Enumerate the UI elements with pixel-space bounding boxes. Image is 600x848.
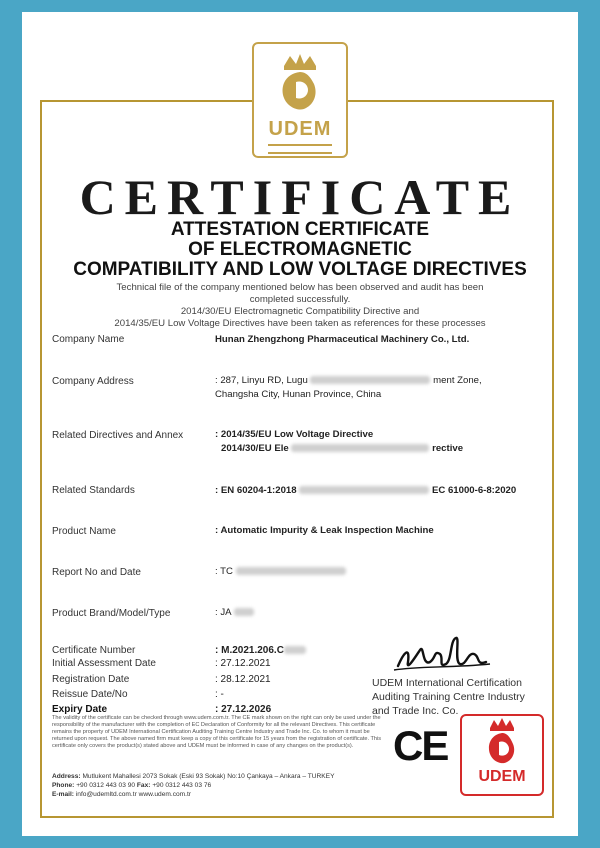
- redacted-text: [299, 486, 429, 494]
- certificate-number-label: Certificate Number: [52, 645, 136, 656]
- expiry-date-label: Expiry Date: [52, 704, 108, 715]
- address-part-2: ment Zone,: [433, 375, 482, 386]
- redacted-text: [236, 567, 346, 575]
- signature: [390, 632, 500, 678]
- logo-ribbon: [268, 144, 332, 154]
- reissue-value: : -: [215, 689, 224, 700]
- intro-line-3: 2014/30/EU Electromagnetic Compatibility Directive and: [180, 306, 420, 317]
- standards-part-1: : EN 60204-1:2018: [215, 485, 297, 496]
- brand-model-value: [215, 607, 254, 619]
- crown-lion-icon: [270, 52, 330, 114]
- intro-line-1: Technical file of the company mentioned below has been observed and audit has been: [116, 282, 484, 293]
- phone-value: +90 0312 443 03 90: [76, 782, 136, 789]
- report-label: Report No and Date: [52, 567, 141, 578]
- subtitle-line-3: COMPATIBILITY AND LOW VOLTAGE DIRECTIVES: [73, 259, 527, 280]
- udem-logo: [252, 42, 348, 158]
- directive-line-2-end: rective: [432, 443, 464, 454]
- brand-model-label: Product Brand/Model/Type: [52, 608, 171, 619]
- redacted-text: [310, 376, 430, 384]
- logo-text: UDEM: [268, 118, 332, 140]
- subtitle-line-1: ATTESTATION CERTIFICATE: [170, 219, 430, 240]
- issuer-line-2: Auditing Training Centre Industry: [372, 691, 525, 703]
- issuer-line-1: UDEM International Certification: [372, 677, 522, 689]
- registration-date-label: Registration Date: [52, 674, 130, 685]
- certificate-number-value: [215, 645, 306, 656]
- web-value: www.udem.com.tr: [138, 791, 192, 798]
- initial-assessment-label: Initial Assessment Date: [52, 658, 156, 669]
- product-name-value: : Automatic Impurity & Leak Inspection Machine: [215, 525, 434, 536]
- expiry-date-value: : 27.12.2026: [215, 704, 272, 715]
- report-value: [215, 566, 346, 578]
- fax-label: Fax:: [136, 782, 151, 789]
- stamp-text: UDEM: [478, 768, 526, 785]
- footer-address: [52, 773, 334, 780]
- directive-line-1: : 2014/35/EU Low Voltage Directive: [215, 429, 374, 440]
- standards-part-2: EC 61000-6-8:2020: [431, 485, 517, 496]
- issuer-line-3: and Trade Inc. Co.: [372, 705, 459, 717]
- registration-date-value: : 28.12.2021: [215, 674, 271, 685]
- company-address-label: Company Address: [52, 376, 134, 387]
- redacted-text: [291, 444, 429, 452]
- directives-label: Related Directives and Annex: [52, 430, 184, 441]
- footer-email: [52, 791, 191, 798]
- report-prefix: : TC: [215, 566, 233, 577]
- email-value: info@udemltd.com.tr: [75, 791, 137, 798]
- product-name-label: Product Name: [52, 526, 116, 537]
- directive-line-2-start: 2014/30/EU Ele: [221, 443, 289, 454]
- directive-line-2: [221, 443, 463, 455]
- redacted-text: [284, 646, 306, 654]
- initial-assessment-value: : 27.12.2021: [215, 658, 271, 669]
- standards-label: Related Standards: [52, 485, 135, 496]
- email-label: E-mail:: [52, 791, 74, 798]
- intro-line-4: 2014/35/EU Low Voltage Directives have been taken as references for these processes: [114, 318, 486, 329]
- fax-value: +90 0312 443 03 76: [152, 782, 212, 789]
- validity-notice: The validity of the certificate can be checked through www.udem.com.tr. The CE mark shown on the right can only be used under the responsibility of the manufacturer with the completion of EC Declaration of Conformity for all the relevant Directives. This certificate remains the property of UDEM International Certification Auditing Training Centre Industry and Trade Inc. Co. to whom it must be returned upon request. The above named firm must keep a copy of this certificate for 15 years from the registration of certificate. This certificate only covers the product(s) stated above and UDEM must be informed in case of any changes on the product(s).: [52, 715, 382, 749]
- standards-value: [215, 485, 516, 497]
- ce-mark: CE: [393, 722, 448, 769]
- certificate-number-text: : M.2021.206.C: [215, 645, 284, 656]
- reissue-label: Reissue Date/No: [52, 689, 128, 700]
- issuer-block: [372, 676, 542, 718]
- intro-line-2: completed successfully.: [249, 294, 351, 305]
- company-address-line-2: Changsha City, Hunan Province, China: [215, 389, 382, 400]
- certificate-title: CERTIFICATE: [79, 169, 521, 225]
- company-address-value: [215, 375, 482, 387]
- address-value: Mutlukent Mahallesi 2073 Sokak (Eski 93 Sokak) No:10 Çankaya – Ankara – TURKEY: [82, 773, 335, 780]
- redacted-text: [234, 608, 254, 616]
- address-label: Address:: [52, 773, 81, 780]
- phone-label: Phone:: [52, 782, 75, 789]
- brand-model-prefix: : JA: [215, 607, 231, 618]
- footer-phone: [52, 782, 211, 789]
- company-name-value: Hunan Zhengzhong Pharmaceutical Machinery Co., Ltd.: [215, 334, 470, 345]
- udem-stamp: [460, 714, 544, 796]
- stamp-lion-icon: [462, 718, 542, 768]
- company-name-label: Company Name: [52, 334, 125, 345]
- subtitle-line-2: OF ELECTROMAGNETIC: [188, 239, 412, 260]
- address-part-1: : 287, Linyu RD, Lugu: [215, 375, 308, 386]
